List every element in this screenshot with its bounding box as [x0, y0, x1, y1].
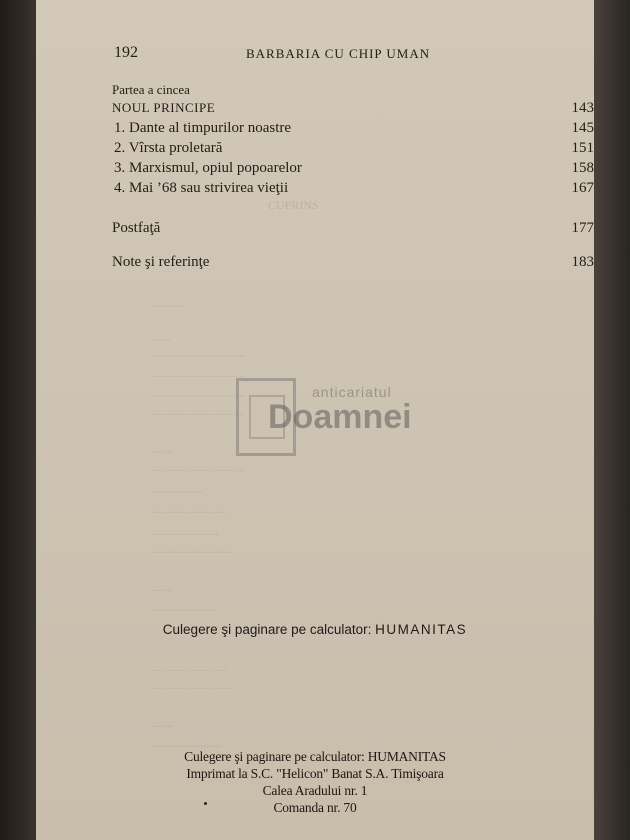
toc-entry-page: 158: [571, 160, 594, 176]
toc-part-title: [112, 98, 594, 118]
colophon-line: Comanda nr. 70: [273, 800, 357, 815]
toc-entry-title: NOUL PRINCIPE: [112, 100, 216, 115]
part-label: Partea a cincea: [112, 82, 190, 97]
page-header: [36, 44, 594, 68]
colophon-line: Culegere şi paginare pe calculator: HUMANITAS: [184, 749, 446, 764]
toc-entry-title: 3. Marxismul, opiul popoarelor: [114, 160, 302, 176]
toc-entry-title: 1. Dante al timpurilor noastre: [114, 120, 292, 136]
typesetting-credit: [36, 622, 594, 637]
toc-entry-page: 151: [571, 140, 594, 156]
book-page: [36, 0, 594, 840]
toc-entry-page: 177: [571, 220, 594, 236]
colophon-line: Calea Aradului nr. 1: [262, 783, 368, 798]
running-title: BARBARIA CU CHIP UMAN: [246, 46, 431, 61]
credit-prefix: Culegere şi paginare pe calculator:: [162, 622, 376, 637]
toc-chapter: [112, 138, 594, 158]
watermark-subtitle: anticariatul: [312, 384, 392, 400]
bleed-through-text: CUPRINS ............ ...... ............................... ............................... ............................... ............................... ....... ............................... ................. ......................... ...................... ........................... ....... ..................... ......................... ........................... ....... .......................: [152, 198, 319, 750]
toc-entry-title: 4. Mai ’68 sau strivirea vieţii: [114, 180, 289, 196]
credit-brand: HUMANITAS: [375, 622, 468, 637]
page-number: 192: [114, 44, 138, 61]
watermark-logo: [236, 378, 486, 458]
toc-entry-page: 143: [571, 100, 594, 116]
toc-notes: [112, 252, 594, 272]
toc-entry-page: 183: [571, 254, 594, 270]
toc-entry-title: Note şi referinţe: [112, 254, 210, 270]
book-edge-left: [0, 0, 36, 840]
toc-chapter: [112, 158, 594, 178]
toc-chapter: [112, 178, 594, 198]
ink-dot: [204, 802, 207, 805]
toc-entry-page: 167: [571, 180, 594, 196]
toc-chapter: [112, 118, 594, 138]
toc-postfata: [112, 218, 594, 238]
toc-entry-page: 145: [571, 120, 594, 136]
colophon-line: Imprimat la S.C. "Helicon" Banat S.A. Timişoara: [186, 766, 444, 781]
toc-entry-title: 2. Vîrsta proletară: [114, 140, 223, 156]
watermark-title: Doamnei: [268, 398, 412, 436]
table-of-contents: [112, 82, 594, 272]
book-edge-right: [594, 0, 630, 840]
toc-entry-title: Postfaţă: [112, 220, 161, 236]
colophon: [36, 748, 594, 816]
